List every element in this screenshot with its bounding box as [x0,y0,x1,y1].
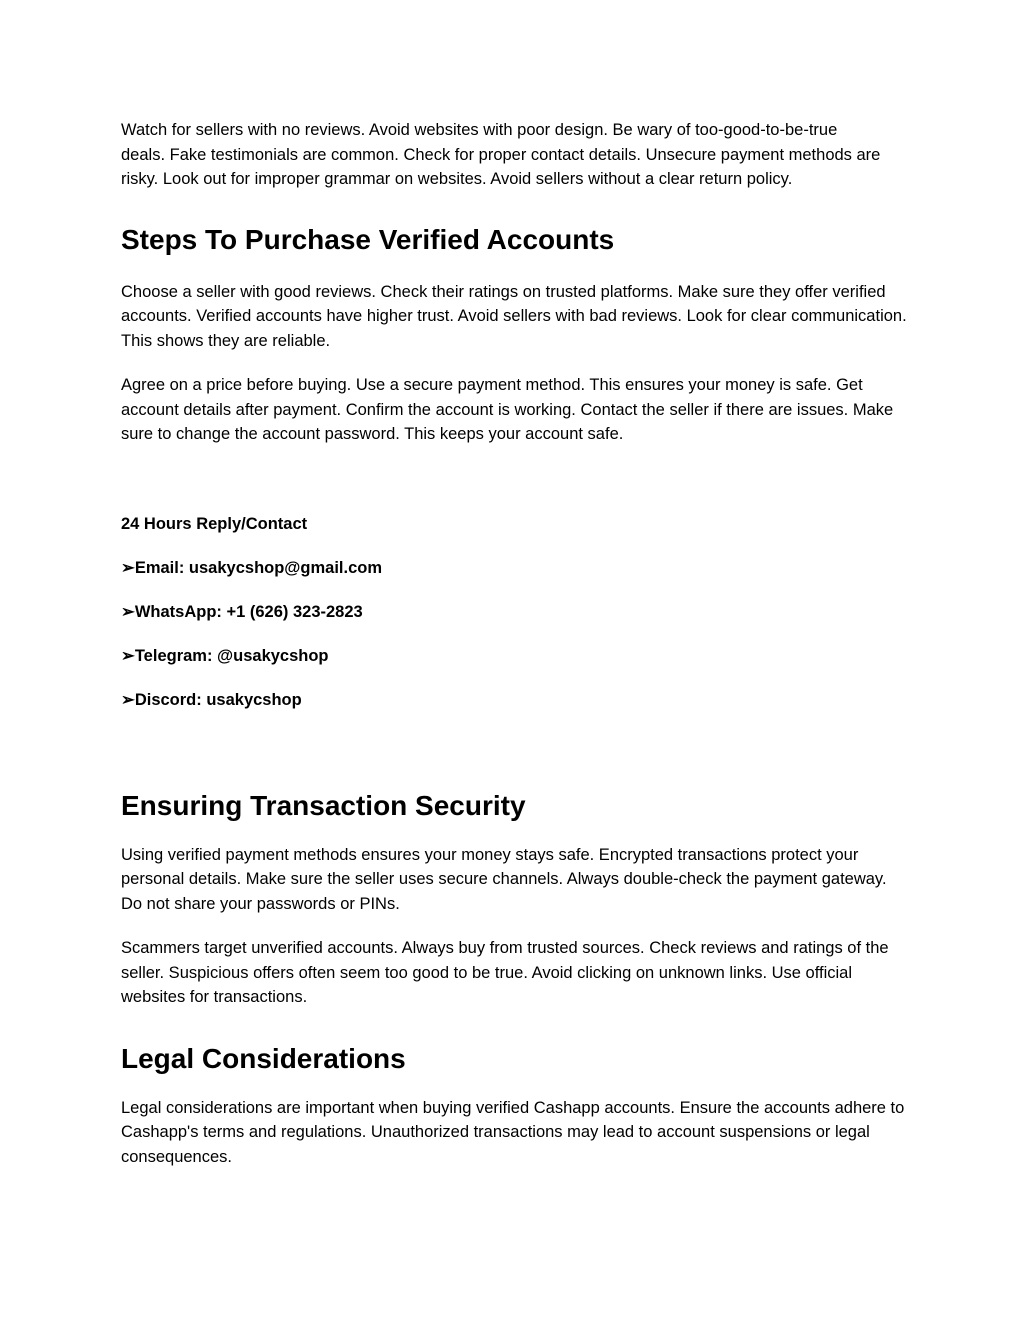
legal-paragraph: Legal considerations are important when buying verified Cashapp accounts. Ensure the accounts adhere to Cashapp's terms and regulations. Unauthorized transactions may lead to account suspensions or legal consequences. [121,1098,905,1166]
contact-title: 24 Hours Reply/Contact [121,514,308,533]
steps-paragraph-2: Agree on a price before buying. Use a secure payment method. This ensures your money is safe. Get account details after payment. Confirm the account is working. Contact the seller if there are issues. Make sure to change the account password. This keeps your account safe. [121,376,894,443]
legal-heading: Legal Considerations [121,1042,406,1074]
contact-telegram: ➢Telegram: @usakycshop [121,646,329,665]
contact-whatsapp: ➢WhatsApp: +1 (626) 323-2823 [121,602,363,621]
security-heading: Ensuring Transaction Security [121,789,526,821]
intro-paragraph: Watch for sellers with no reviews. Avoid websites with poor design. Be wary of too-good-to-be-true deals. Fake testimonials are common. Check for proper contact details. Unsecure payment methods are risky. Look out for improper grammar on websites. Avoid sellers without a clear return policy. [121,121,881,188]
document-page [121,118,911,1169]
contact-email: ➢Email: usakycshop@gmail.com [121,558,382,577]
steps-heading: Steps To Purchase Verified Accounts [121,223,615,255]
security-paragraph-2: Scammers target unverified accounts. Always buy from trusted sources. Check reviews and ratings of the seller. Suspicious offers often seem too good to be true. Avoid clicking on unknown links. Use official websites for transactions. [121,939,889,1006]
steps-paragraph-1: Choose a seller with good reviews. Check their ratings on trusted platforms. Make sure they offer verified accounts. Verified accounts have higher trust. Avoid sellers with bad reviews. Look for clear communication. This shows they are reliable. [121,282,907,350]
security-paragraph-1: Using verified payment methods ensures your money stays safe. Encrypted transactions protect your personal details. Make sure the seller uses secure channels. Always double-check the payment gateway. Do not share your passwords or PINs. [121,845,887,913]
contact-discord: ➢Discord: usakycshop [121,690,302,709]
